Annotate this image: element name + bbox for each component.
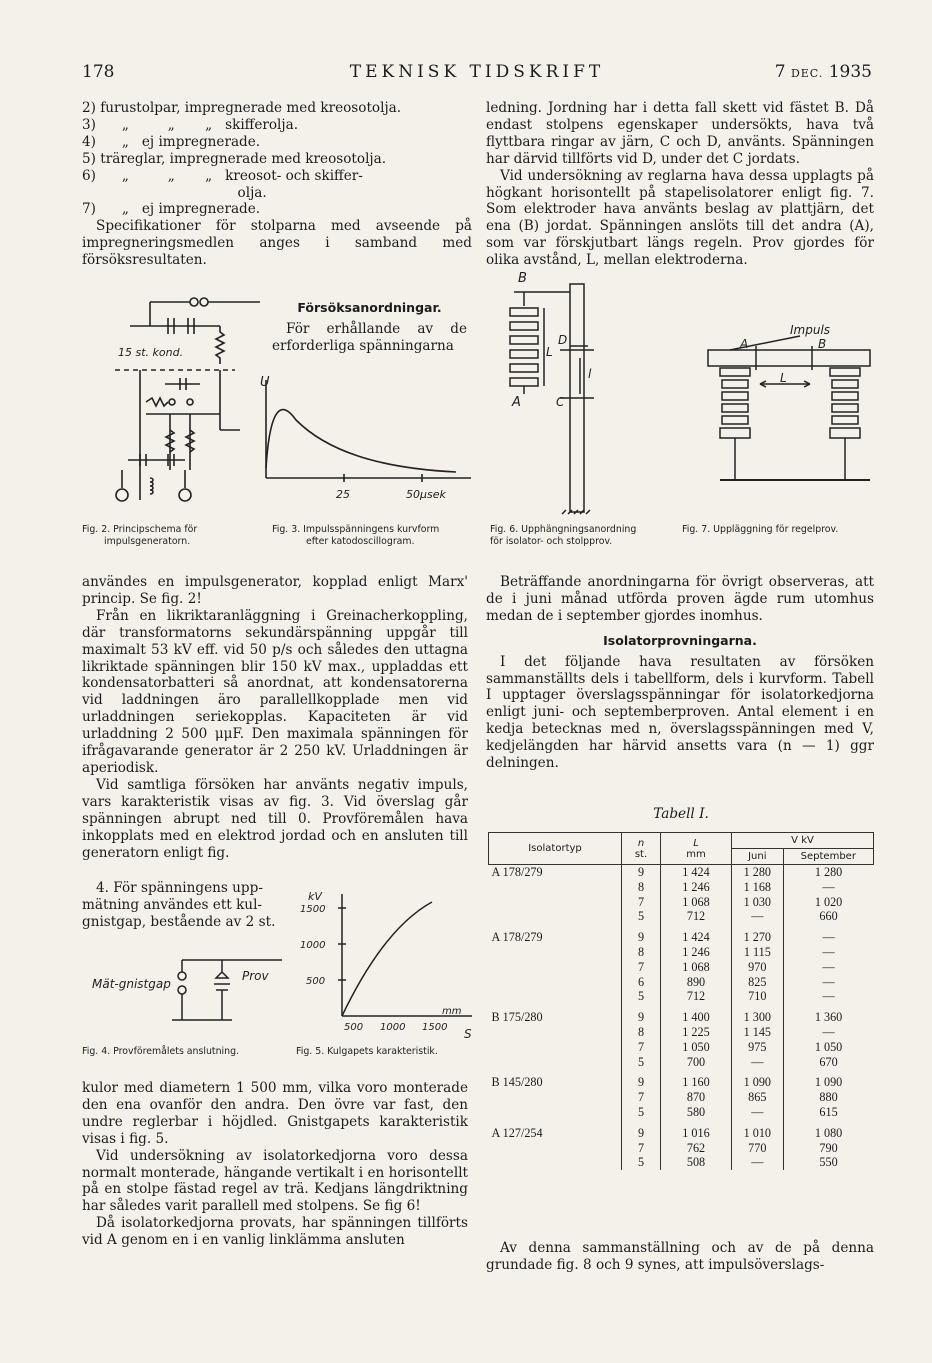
table-row	[489, 909, 874, 924]
fig3-caption	[272, 524, 439, 548]
fig5-xunit: mm	[442, 1006, 462, 1017]
cell-n: 5	[622, 1055, 661, 1070]
caption-line: Fig. 3. Impulsspänningens kurvform	[272, 524, 440, 535]
cell-juni: 975	[732, 1040, 784, 1055]
list-item: 4) „ ej impregnerade.	[82, 133, 261, 150]
text-line: 4. För spänningens upp-	[96, 880, 263, 896]
cell-sept: 1 360	[783, 1004, 873, 1025]
cell-n: 6	[622, 975, 661, 990]
cell-juni: 825	[732, 975, 784, 990]
caption-line: Fig. 6. Upphängningsanordning	[490, 524, 637, 535]
fig4-connection	[82, 950, 292, 1040]
cell-sept: 550	[783, 1155, 873, 1170]
cell-l: 1 400	[661, 1004, 732, 1025]
text-line: mätning användes ett kul-	[82, 896, 263, 913]
table-row	[489, 1105, 874, 1120]
cell-l: 1 160	[661, 1069, 732, 1090]
forsok-paragraph: För erhållande av de erforderliga spänningarna	[272, 320, 467, 354]
paragraph: Vid undersökning av reglarna hava dessa upplagts på högkant horisontellt på stapelisolatorer enligt fig. 7. Som elektroder hava använts beslag av plattjärn, det ena (B) jordat. Spänningen anslöts till det andra (A), som var förskjutbart längs regeln. Prov gjordes för olika avstånd, L, mellan elektroderna.	[486, 167, 874, 269]
cell-juni: 865	[732, 1090, 784, 1105]
cell-type: A 127/254	[491, 1125, 543, 1140]
fig6-label: A	[512, 395, 521, 410]
fig2-label: 15 st. kond.	[118, 346, 184, 359]
right-mid-text	[486, 574, 874, 772]
cell-l: 1 050	[661, 1040, 732, 1055]
cell-sept: —	[783, 880, 873, 895]
cell-n: 9	[622, 1069, 661, 1090]
cell-n: 7	[622, 1090, 661, 1105]
cell-juni: 1 145	[732, 1025, 784, 1040]
fig7-impuls-label: Impuls	[790, 323, 831, 337]
cell-n: 8	[622, 1025, 661, 1040]
fig5-caption: Fig. 5. Kulgapets karakteristik.	[296, 1046, 438, 1057]
paragraph: kulor med diametern 1 500 mm, vilka voro monterade den ena ovanför den andra. Den övre var fast, den undre reglerbar i höjdled. Gnistgapets karakteristik visas i fig. 5.	[82, 1080, 468, 1147]
paragraph: Beträffande anordningarna för övrigt observeras, att de i juni månad utförda proven ägde rum utomhus medan de i september gjordes inomhus.	[486, 574, 874, 624]
table-row	[489, 960, 874, 975]
table-row	[489, 1004, 874, 1025]
cell-type	[489, 909, 622, 924]
fig7-crossarm	[700, 320, 880, 500]
section-heading: Isolatorprovningarna.	[603, 632, 757, 648]
list-item: 7) „ ej impregnerade.	[82, 201, 261, 218]
cell-juni: 1 115	[732, 945, 784, 960]
caption-line: efter katodoscillogram.	[306, 536, 415, 547]
cell-sept: —	[783, 945, 873, 960]
paragraph: Från en likriktaranläggning i Greinacherkoppling, där transformatorns sekundärspänning uppgår till maximalt 53 kV eff. vid 50 p/s och således den uttagna likriktade spänningen blir 150 kV max., uppladdas ett kondensatorbatteri så anordnat, att kondensatorerna vid laddningen äro parallellkopplade men vid urladdningen seriekopplas. Kapaciteten är vid urladdning 2 500 μμF. Den maximala spänningen för ifrågavarande generator är 2 250 kV. Urladdningen är aperiodisk.	[82, 607, 468, 776]
right-top-text	[486, 100, 874, 269]
table-row	[489, 924, 874, 945]
cell-n: 5	[622, 909, 661, 924]
fig5-ytick: 1000	[300, 940, 326, 951]
cell-n: 5	[622, 1105, 661, 1120]
page-number: 178	[82, 62, 115, 82]
cell-n: 5	[622, 1155, 661, 1170]
caption-line: impulsgeneratorn.	[104, 536, 191, 547]
cell-n: 7	[622, 1141, 661, 1156]
cell-l: 762	[661, 1141, 732, 1156]
cell-n: 9	[622, 924, 661, 945]
cell-sept: 1 050	[783, 1040, 873, 1055]
cell-type	[489, 989, 622, 1004]
cell-n: 9	[622, 1004, 661, 1025]
cell-sept: 880	[783, 1090, 873, 1105]
table-row	[489, 1055, 874, 1070]
cell-sept: 615	[783, 1105, 873, 1120]
fig6-caption	[490, 524, 636, 548]
journal-title: TEKNISK TIDSKRIFT	[349, 62, 605, 82]
cell-sept: 1 280	[783, 865, 873, 880]
paragraph: Vid samtliga försöken har använts negativ impuls, vars karakteristik visas av fig. 3. Vid överslag går spänningen abrupt ned till 0. Provföremålen hava inkopplats med en elektrod jordad och en ansluten till generatorn enligt fig.	[82, 776, 468, 861]
table-row	[489, 1141, 874, 1156]
fig7-l-label: L	[780, 371, 787, 385]
cell-juni: 1 010	[732, 1120, 784, 1141]
header-juni: Juni	[732, 849, 784, 865]
cell-type	[489, 1141, 622, 1156]
fig6-label: B	[518, 271, 527, 286]
list-item: 3) „ „ „ skifferolja.	[82, 116, 299, 133]
cell-sept: —	[783, 960, 873, 975]
fig2-circuit	[110, 290, 260, 515]
fig5-ylabel: kV	[308, 890, 322, 903]
table-row	[489, 1069, 874, 1090]
list-item: 6) „ „ „ kreosot- och skiffer-	[82, 167, 363, 184]
cell-l: 1 068	[661, 960, 732, 975]
list-item: 5) träreglar, impregnerade med kreosotolja.	[82, 150, 387, 167]
cell-l: 1 225	[661, 1025, 732, 1040]
list-item: 2) furustolpar, impregnerade med kreosotolja.	[82, 100, 402, 116]
header-l: L mm	[661, 833, 732, 865]
fig5-xtick: 1000	[380, 1022, 406, 1033]
cell-type: B 175/280	[491, 1010, 543, 1025]
paragraph: Av denna sammanställning och av de på denna grundade fig. 8 och 9 synes, att impulsöverslags-	[486, 1240, 874, 1273]
fig5-xtick: 500	[344, 1022, 364, 1033]
cell-n: 9	[622, 1120, 661, 1141]
cell-juni: 1 300	[732, 1004, 784, 1025]
cell-l: 890	[661, 975, 732, 990]
fig7-caption: Fig. 7. Uppläggning för regelprov.	[682, 524, 839, 535]
cell-sept: 1 020	[783, 895, 873, 910]
cell-l: 1 016	[661, 1120, 732, 1141]
cell-type	[489, 1040, 622, 1055]
section-heading: Försöksanordningar.	[297, 300, 442, 315]
spec-paragraph: Specifikationer för stolparna med avseende på impregneringsmedlen anges i samband med försöksresultaten.	[82, 218, 472, 269]
paragraph: Då isolatorkedjorna provats, har spänningen tillförts vid A genom en i en vanlig linklämma ansluten	[82, 1215, 468, 1249]
cell-n: 7	[622, 1040, 661, 1055]
table-row	[489, 895, 874, 910]
cell-sept: 1 090	[783, 1069, 873, 1090]
left-bottom-text	[82, 1080, 468, 1249]
cell-n: 5	[622, 989, 661, 1004]
table-row	[489, 1025, 874, 1040]
cell-type	[489, 1105, 622, 1120]
cell-juni: 970	[732, 960, 784, 975]
cell-l: 1 246	[661, 880, 732, 895]
right-bottom-text	[486, 1240, 874, 1274]
cell-type: A 178/279	[491, 930, 543, 945]
fig6-label: L	[546, 345, 553, 359]
left-main-text	[82, 574, 468, 861]
cell-n: 8	[622, 945, 661, 960]
fig3-tick: 50μsek	[406, 488, 446, 501]
fig7-a-label: A	[740, 337, 749, 351]
cell-juni: 1 030	[732, 895, 784, 910]
fig5-ytick: 1500	[300, 904, 326, 915]
cell-sept: —	[783, 989, 873, 1004]
cell-l: 870	[661, 1090, 732, 1105]
left-top-block	[82, 100, 472, 269]
cell-l: 712	[661, 989, 732, 1004]
cell-type: B 145/280	[491, 1075, 543, 1090]
fig5-sphere-gap-chart	[292, 884, 482, 1044]
cell-sept: 660	[783, 909, 873, 924]
fig6-label: C	[556, 395, 565, 409]
header-sept: September	[783, 849, 873, 865]
list-item: olja.	[82, 184, 267, 201]
page-header	[82, 62, 872, 86]
cell-type	[489, 1025, 622, 1040]
cell-sept: —	[783, 1025, 873, 1040]
cell-type	[489, 895, 622, 910]
cell-type	[489, 960, 622, 975]
cell-type	[489, 880, 622, 895]
paragraph: Vid undersökning av isolatorkedjorna voro dessa normalt monterade, hängande vertikalt i en horisontellt på en stolpe fästad regel av trä. Kedjans längdriktning har således varit parallell med stolpens. Se fig 6!	[82, 1147, 468, 1215]
table-row	[489, 865, 874, 880]
cell-n: 7	[622, 960, 661, 975]
cell-n: 7	[622, 895, 661, 910]
cell-type	[489, 945, 622, 960]
table-row	[489, 1120, 874, 1141]
cell-juni: —	[732, 909, 784, 924]
table-row	[489, 1040, 874, 1055]
fig5-xvar: S	[464, 1027, 472, 1041]
cell-sept: 790	[783, 1141, 873, 1156]
fig2-caption	[82, 524, 197, 548]
cell-juni: 1 280	[732, 865, 784, 880]
results-table	[488, 832, 874, 1170]
cell-juni: —	[732, 1155, 784, 1170]
table-row	[489, 1090, 874, 1105]
fig3-tick: 25	[336, 488, 350, 501]
fig6-suspension	[500, 266, 630, 516]
fig4-caption: Fig. 4. Provföremålets anslutning.	[82, 1046, 240, 1057]
fig3-impulse-curve	[256, 360, 476, 510]
fig5-ytick: 500	[306, 976, 326, 987]
table-row	[489, 880, 874, 895]
caption-line: för isolator- och stolpprov.	[490, 536, 613, 547]
table-body	[489, 865, 874, 1171]
cell-sept: —	[783, 975, 873, 990]
cell-type	[489, 975, 622, 990]
fig6-label: D	[558, 333, 568, 347]
cell-sept: 670	[783, 1055, 873, 1070]
table-row	[489, 1155, 874, 1170]
fig5-xtick: 1500	[422, 1022, 448, 1033]
cell-type: A 178/279	[491, 865, 543, 879]
cell-l: 1 424	[661, 924, 732, 945]
fig7-b-label: B	[818, 337, 827, 351]
cell-l: 508	[661, 1155, 732, 1170]
fig6-label: l	[588, 367, 592, 381]
cell-sept: 1 080	[783, 1120, 873, 1141]
fig4-gap-label: Mät-gnistgap	[92, 977, 171, 991]
cell-type	[489, 1155, 622, 1170]
header-v: V kV	[732, 833, 874, 849]
cell-l: 580	[661, 1105, 732, 1120]
table-row	[489, 989, 874, 1004]
cell-l: 1 246	[661, 945, 732, 960]
fig4-prov-label: Prov	[242, 969, 269, 983]
cell-l: 1 068	[661, 895, 732, 910]
issue-date: 7 DEC. 1935	[774, 62, 872, 82]
cell-sept: —	[783, 924, 873, 945]
header-n: n st.	[622, 833, 661, 865]
cell-l: 700	[661, 1055, 732, 1070]
left-fig4-text	[82, 880, 282, 931]
cell-type	[489, 1090, 622, 1105]
paragraph: ledning. Jordning har i detta fall skett vid fästet B. Då endast stolpens egenskaper undersökts, hava två flyttbara ringar av järn, C och D, använts. Spänningen har därvid tillförts vid D, under det C jordats.	[486, 100, 874, 167]
paragraph: användes en impulsgenerator, kopplad enligt Marx' princip. Se fig. 2!	[82, 574, 468, 607]
cell-juni: 1 168	[732, 880, 784, 895]
table-row	[489, 975, 874, 990]
fig3-ylabel: U	[260, 375, 270, 390]
cell-n: 9	[622, 865, 661, 880]
cell-juni: 1 090	[732, 1069, 784, 1090]
cell-juni: 770	[732, 1141, 784, 1156]
table-title: Tabell I.	[653, 806, 709, 822]
cell-juni: 710	[732, 989, 784, 1004]
cell-juni: 1 270	[732, 924, 784, 945]
cell-juni: —	[732, 1105, 784, 1120]
cell-juni: —	[732, 1055, 784, 1070]
cell-type	[489, 1055, 622, 1070]
cell-l: 712	[661, 909, 732, 924]
paragraph: I det följande hava resultaten av försöken sammanställts dels i tabellform, dels i kurvform. Tabell I upptager överslagsspänningar för isolatorkedjorna enligt juni- och septemberproven. Antal element i en kedja betecknas med n, överslagsspänningen med V, kedjelängden har härvid ansetts vara (n — 1) ggr delningen.	[486, 653, 874, 772]
text-line: gnistgap, bestående av 2 st.	[82, 913, 276, 930]
cell-n: 8	[622, 880, 661, 895]
table-row	[489, 945, 874, 960]
header-type: Isolatortyp	[489, 833, 622, 865]
forsok-block	[272, 296, 467, 355]
caption-line: Fig. 2. Principschema för	[82, 524, 198, 535]
cell-l: 1 424	[661, 865, 732, 880]
